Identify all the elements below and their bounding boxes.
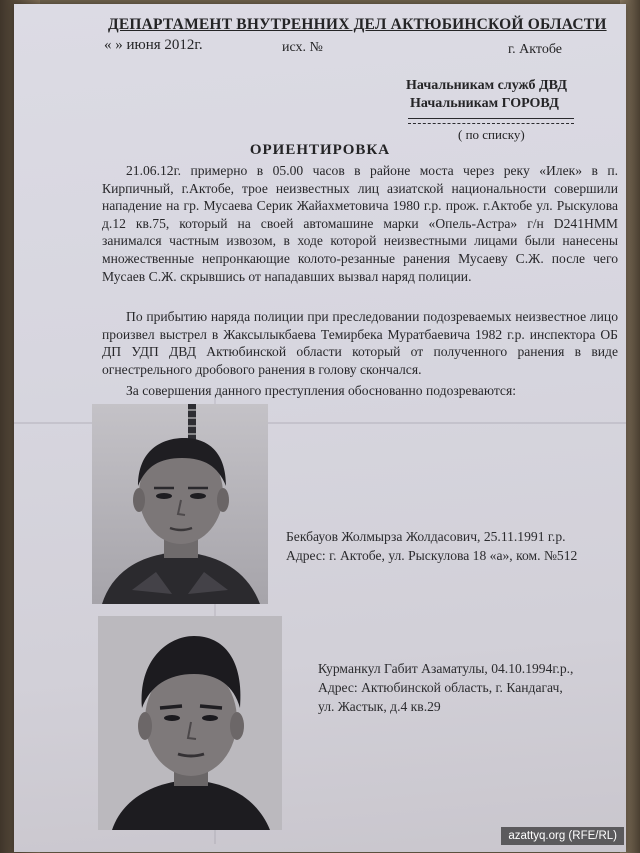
document-heading: ОРИЕНТИРОВКА <box>249 142 391 158</box>
paragraph-suspects-intro: За совершения данного преступления обоснованно подозреваются: <box>126 383 516 398</box>
suspect-2-street: ул. Жастык, д.4 кв.29 <box>318 699 441 714</box>
outgoing-ref: исх. № <box>282 40 323 55</box>
addressee-rule-dashed <box>408 123 574 124</box>
suspect-1-photo <box>92 404 268 604</box>
city: г. Актобе <box>508 42 562 57</box>
suspect-2-address: Адрес: Актюбинской область, г. Кандагач, <box>318 680 563 695</box>
suspect-1-portrait <box>92 404 268 604</box>
document-sheet <box>14 4 626 852</box>
addressee-rule <box>408 118 574 119</box>
paragraph-shooting: По прибытию наряда полиции при преследовании подозреваемых неизвестное лицо произвел выстрел в Жаксылыкбаева Темирбека Муратбаевича 1982 г.р. инспектора ОБ ДП УДП ДВД Актюбинской области который от полученного ранения в виде огнестрельного дробового ранения в голову скончался. <box>102 309 618 377</box>
suspect-2-caption <box>318 659 573 716</box>
source-watermark: azattyq.org (RFE/RL) <box>501 827 624 845</box>
distribution-list-note: ( по списку) <box>458 127 525 142</box>
department-header: ДЕПАРТАМЕНТ ВНУТРЕННИХ ДЕЛ АКТЮБИНСКОЙ ОБЛАСТИ <box>108 16 607 33</box>
suspect-2-name-dob: Курманкул Габит Азаматулы, 04.10.1994г.р., <box>318 661 574 676</box>
date-line: « » июня 2012г. <box>104 37 203 53</box>
suspect-1-address: Адрес: г. Актобе, ул. Рыскулова 18 «а», ком. №512 <box>286 548 578 563</box>
addressee-1: Начальникам служб ДВД <box>406 78 568 93</box>
paragraph-incident: 21.06.12г. примерно в 05.00 часов в районе моста через реку «Илек» в п. Кирпичный, г.Актобе, трое неизвестных лиц азиатской национальности совершили нападение на гр. Мусаева Серик Жайахметовича 1980 г.р. прож. г.Актобе ул. Рыскулова д.12 кв.75, который на своей автомашине марки «Опель-Астра» г/н D241HMM занимался частным извозом, в ходе которой неизвестными лицами были нанесены множественные непронкающие колото-резанные ранения Мусаеву С.Ж. после чего Мусаев С.Ж. скрывшись от нападавших вызвал наряд полиции. <box>102 163 618 284</box>
suspect-1-name-dob: Бекбауов Жолмырза Жолдасович, 25.11.1991 г.р. <box>286 529 566 544</box>
suspect-2-photo <box>98 616 282 830</box>
suspect-1-caption <box>286 527 577 565</box>
suspect-2-portrait <box>98 616 282 830</box>
addressee-2: Начальникам ГОРОВД <box>410 96 559 111</box>
